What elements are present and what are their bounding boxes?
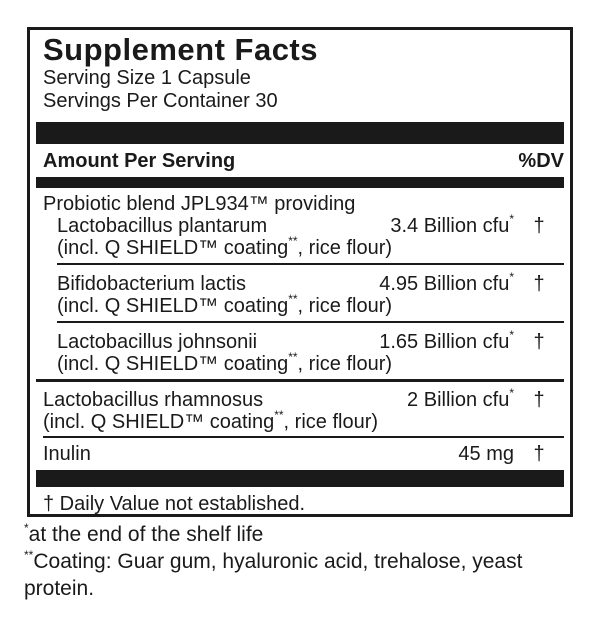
ingredient-name: Lactobacillus rhamnosus — [43, 389, 264, 411]
ingredient-amount: 2 Billion cfu* — [407, 386, 514, 411]
coating-note: (incl. Q SHIELD™ coating**, rice flour) — [57, 350, 393, 375]
coating-note: (incl. Q SHIELD™ coating**, rice flour) — [57, 234, 393, 259]
coating-note: (incl. Q SHIELD™ coating**, rice flour) — [43, 408, 379, 433]
double-asterisk-superscript: ** — [288, 350, 298, 365]
amount-per-serving-header: Amount Per Serving — [43, 150, 236, 172]
divider-medium — [36, 177, 564, 188]
double-asterisk-superscript: ** — [288, 234, 298, 249]
ingredient-name: Bifidobacterium lactis — [57, 273, 246, 295]
asterisk-superscript: * — [509, 212, 514, 227]
asterisk-superscript: * — [509, 386, 514, 401]
dv-dagger: † — [533, 331, 545, 353]
row-lactobacillus-plantarum — [36, 212, 564, 259]
coating-note: (incl. Q SHIELD™ coating**, rice flour) — [57, 292, 393, 317]
ingredient-amount: 1.65 Billion cfu* — [379, 328, 514, 353]
percent-dv-header: %DV — [518, 150, 564, 172]
divider-thick-top — [36, 122, 564, 144]
separator-thick — [36, 379, 564, 382]
footnote-coating: **Coating: Guar gum, hyaluronic acid, trehalose, yeast protein. — [24, 548, 523, 600]
footnotes — [24, 521, 569, 602]
panel-title: Supplement Facts — [43, 32, 318, 67]
footnote-shelf-life: *at the end of the shelf life — [24, 521, 264, 546]
daily-value-note: † Daily Value not established. — [43, 493, 306, 515]
ingredient-name: Inulin — [43, 443, 91, 465]
ingredient-name: Lactobacillus plantarum — [57, 215, 268, 237]
ingredient-amount: 45 mg — [458, 443, 514, 465]
double-asterisk-superscript: ** — [24, 548, 34, 562]
ingredient-amount: 3.4 Billion cfu* — [390, 212, 514, 237]
row-probiotic-blend — [36, 193, 564, 215]
separator-thin — [43, 436, 564, 438]
asterisk-superscript: * — [24, 521, 29, 535]
supplement-facts-panel — [27, 27, 573, 517]
separator-thin — [57, 263, 564, 265]
row-lactobacillus-johnsonii — [36, 328, 564, 375]
dv-dagger: † — [533, 215, 545, 237]
double-asterisk-superscript: ** — [288, 292, 298, 307]
ingredient-rows — [36, 188, 564, 465]
dv-dagger: † — [533, 443, 545, 465]
row-bifidobacterium-lactis — [36, 270, 564, 317]
ingredient-name: Probiotic blend JPL934™ providing — [43, 193, 356, 215]
row-lactobacillus-rhamnosus — [36, 386, 564, 433]
column-header-row — [36, 144, 564, 177]
servings-per-container: Servings Per Container 30 — [43, 90, 278, 112]
asterisk-superscript: * — [509, 270, 514, 285]
double-asterisk-superscript: ** — [274, 408, 284, 423]
divider-thick-bottom — [36, 470, 564, 487]
asterisk-superscript: * — [509, 328, 514, 343]
separator-thin — [57, 321, 564, 323]
dv-dagger: † — [533, 273, 545, 295]
serving-size: Serving Size 1 Capsule — [43, 67, 251, 89]
dv-dagger: † — [533, 389, 545, 411]
row-inulin — [36, 443, 564, 465]
ingredient-name: Lactobacillus johnsonii — [57, 331, 258, 353]
ingredient-amount: 4.95 Billion cfu* — [379, 270, 514, 295]
